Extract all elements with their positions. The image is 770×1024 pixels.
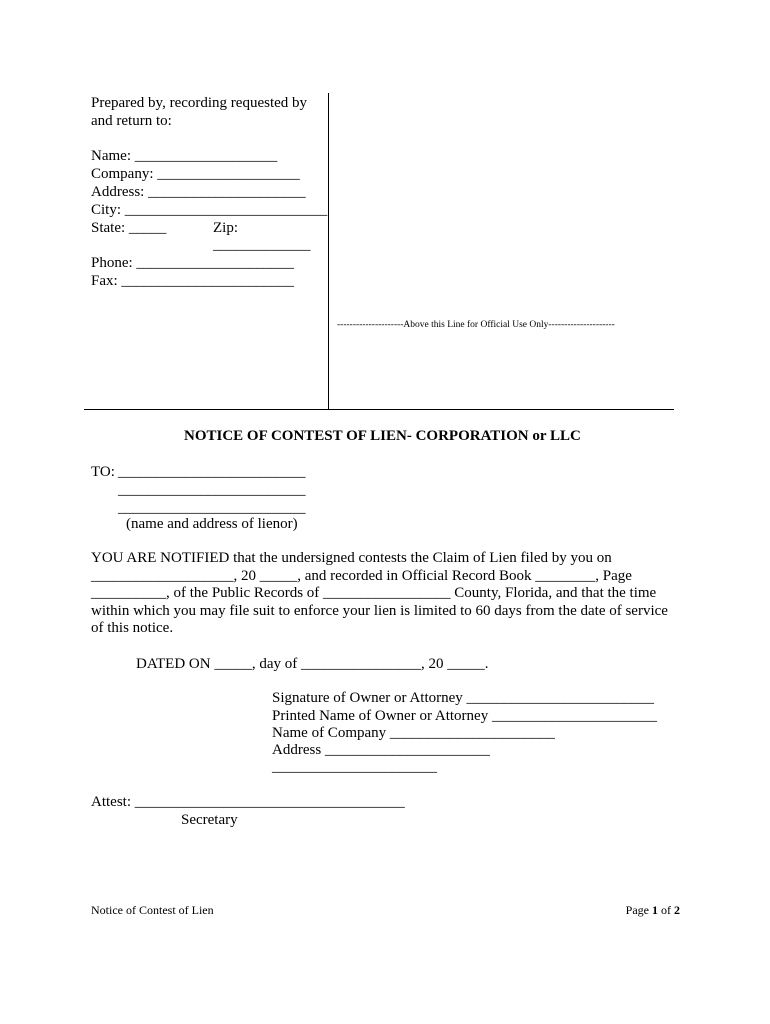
notice-line-1: YOU ARE NOTIFIED that the undersigned contests the Claim of Lien filed by you on: [91, 550, 612, 566]
page-of: of: [658, 903, 674, 917]
page-number: 1: [652, 903, 658, 917]
prepared-by-line2: and return to:: [91, 113, 172, 129]
phone-field: Phone: _____________________: [91, 255, 294, 271]
zip-label: Zip:: [213, 220, 238, 236]
state-field: State: _____: [91, 220, 167, 236]
to-line-3: _________________________: [118, 500, 306, 516]
printed-name-line: Printed Name of Owner or Attorney ______________________: [272, 708, 657, 724]
header-vertical-divider: [328, 93, 329, 410]
name-field: Name: ___________________: [91, 148, 278, 164]
fax-field: Fax: _______________________: [91, 273, 294, 289]
company-field: Company: ___________________: [91, 166, 300, 182]
header-horizontal-divider: [84, 409, 674, 410]
notice-line-5: of this notice.: [91, 620, 174, 636]
footer-title: Notice of Contest of Lien: [91, 903, 214, 917]
city-field: City: ___________________________: [91, 202, 328, 218]
page-indicator: [626, 903, 680, 918]
lienor-caption: (name and address of lienor): [126, 516, 298, 532]
notice-line-4: within which you may file suit to enforce your lien is limited to 60 days from the date of service: [91, 602, 668, 619]
to-line-2: _________________________: [118, 482, 306, 498]
notice-line-3: __________, of the Public Records of _________________ County, Florida, and that the time: [91, 585, 657, 601]
secretary-label: Secretary: [181, 812, 238, 828]
document-title: NOTICE OF CONTEST OF LIEN- CORPORATION or LLC: [184, 428, 581, 444]
to-line-1: _________________________: [118, 464, 306, 480]
zip-blank: _____________: [213, 237, 311, 253]
attest-line: Attest: ____________________________________: [91, 794, 405, 810]
dated-line: DATED ON _____, day of ________________, 20 _____.: [136, 656, 489, 672]
prepared-by-line1: Prepared by, recording requested by: [91, 95, 308, 111]
address-field: Address: _____________________: [91, 184, 306, 200]
to-label: TO:: [91, 464, 115, 480]
page-prefix: Page: [625, 903, 652, 917]
company-name-line: Name of Company ______________________: [272, 725, 555, 741]
official-use-line: ---------------------Above this Line for Official Use Only---------------------: [337, 320, 615, 330]
page-total: 2: [674, 903, 680, 917]
notice-line-2: ___________________, 20 _____, and recorded in Official Record Book ________, Page: [91, 567, 632, 584]
signature-line: Signature of Owner or Attorney _________________________: [272, 690, 655, 706]
signature-address-line: Address ______________________: [272, 742, 490, 758]
notice-paragraph: [91, 550, 681, 638]
signature-address-line-2: ______________________: [272, 759, 437, 775]
